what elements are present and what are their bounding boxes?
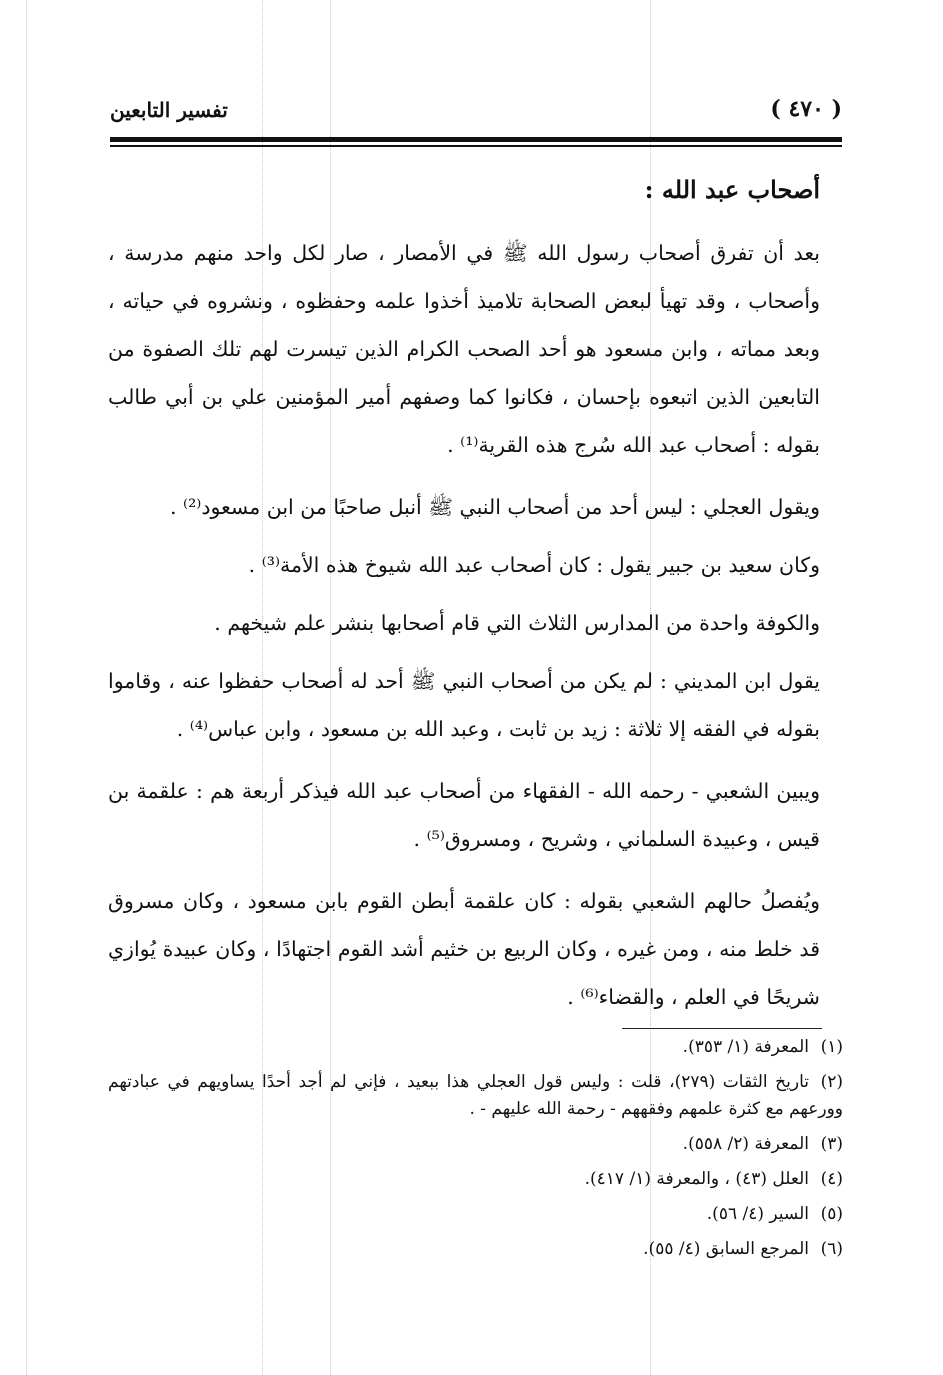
footnote-text: المعرفة (٢/ ٥٥٨). bbox=[682, 1134, 809, 1154]
running-title: تفسير التابعين bbox=[110, 98, 228, 122]
footnote-text: العلل (٤٣) ، والمعرفة (١/ ٤١٧). bbox=[584, 1169, 809, 1189]
footnote bbox=[108, 1201, 843, 1228]
header-rule-thick bbox=[110, 137, 842, 142]
paragraph: يقول ابن المديني : لم يكن من أصحاب النبي ﷺ أحد له أصحاب حفظوا عنه ، وقاموا بقوله في الفقه إلا ثلاثة : زيد بن ثابت ، وعبد الله بن مسعود ، وابن عباس⁽⁴⁾ . bbox=[108, 669, 820, 741]
page-number: ( ٤٧٠ ) bbox=[770, 96, 842, 122]
paragraph: بعد أن تفرق أصحاب رسول الله ﷺ في الأمصار ، صار لكل واحد منهم مدرسة ، وأصحاب ، وقد تهيأ لبعض الصحابة تلاميذ أخذوا علمه وحفظوه ، ونشروه في حياته ، وبعد مماته ، وابن مسعود هو أحد الصحب الكرام الذين تيسرت لهم تلك الصفوة من التابعين الذين اتبعوه بإحسان ، فكانوا كما وصفهم أمير المؤمنين علي بن أبي طالب بقوله : أصحاب عبد الله سُرج هذه القرية⁽¹⁾ . bbox=[108, 241, 820, 457]
scan-artifact-line bbox=[26, 0, 27, 1375]
page-header bbox=[110, 96, 842, 132]
footnote-number: (٤) bbox=[820, 1169, 843, 1189]
footnote-text: المرجع السابق (٤/ ٥٥). bbox=[643, 1239, 809, 1259]
main-text bbox=[108, 165, 820, 1035]
footnote-text: تاريخ الثقات (٢٧٩)، قلت : وليس قول العجلي هذا ببعيد ، فإني لم أجد أحدًا يساويهم في عبادتهم وورعهم مع كثرة علمهم وفقههم - رحمة الله عليهم - . bbox=[108, 1072, 843, 1119]
footnote-text: السير (٤/ ٥٦). bbox=[706, 1204, 809, 1224]
footnote-number: (٥) bbox=[820, 1204, 843, 1224]
footnote bbox=[108, 1236, 843, 1263]
section-title: أصحاب عبد الله : bbox=[644, 175, 820, 204]
footnotes bbox=[108, 1034, 843, 1271]
footnote bbox=[108, 1166, 843, 1193]
paragraph: والكوفة واحدة من المدارس الثلاث التي قام أصحابها بنشر علم شيخهم . bbox=[214, 611, 820, 635]
paragraph: ويبين الشعبي - رحمه الله - الفقهاء من أصحاب عبد الله فيذكر أربعة هم : علقمة بن قيس ، وعبيدة السلماني ، وشريح ، ومسروق⁽⁵⁾ . bbox=[108, 779, 820, 851]
footnote-number: (٢) bbox=[820, 1072, 843, 1092]
footnote-text: المعرفة (١/ ٣٥٣). bbox=[682, 1037, 809, 1057]
paragraph: ويقول العجلي : ليس أحد من أصحاب النبي ﷺ أنبل صاحبًا من ابن مسعود⁽²⁾ . bbox=[169, 495, 820, 519]
footnote-separator bbox=[622, 1028, 822, 1029]
paragraph: ويُفصلُ حالهم الشعبي بقوله : كان علقمة أبطن القوم بابن مسعود ، وكان مسروق قد خلط منه ، ومن غيره ، وكان الربيع بن خثيم أشد القوم اجتهادًا ، وكان عبيدة يُوازي شريحًا في العلم ، والقضاء⁽⁶⁾ . bbox=[108, 889, 820, 1009]
header-rule-thin bbox=[110, 145, 842, 147]
footnote bbox=[108, 1069, 843, 1123]
footnote-number: (١) bbox=[820, 1037, 843, 1057]
footnote bbox=[108, 1034, 843, 1061]
footnote-number: (٣) bbox=[820, 1134, 843, 1154]
footnote bbox=[108, 1131, 843, 1158]
paragraph: وكان سعيد بن جبير يقول : كان أصحاب عبد الله شيوخ هذه الأمة⁽³⁾ . bbox=[248, 553, 820, 577]
footnote-number: (٦) bbox=[820, 1239, 843, 1259]
